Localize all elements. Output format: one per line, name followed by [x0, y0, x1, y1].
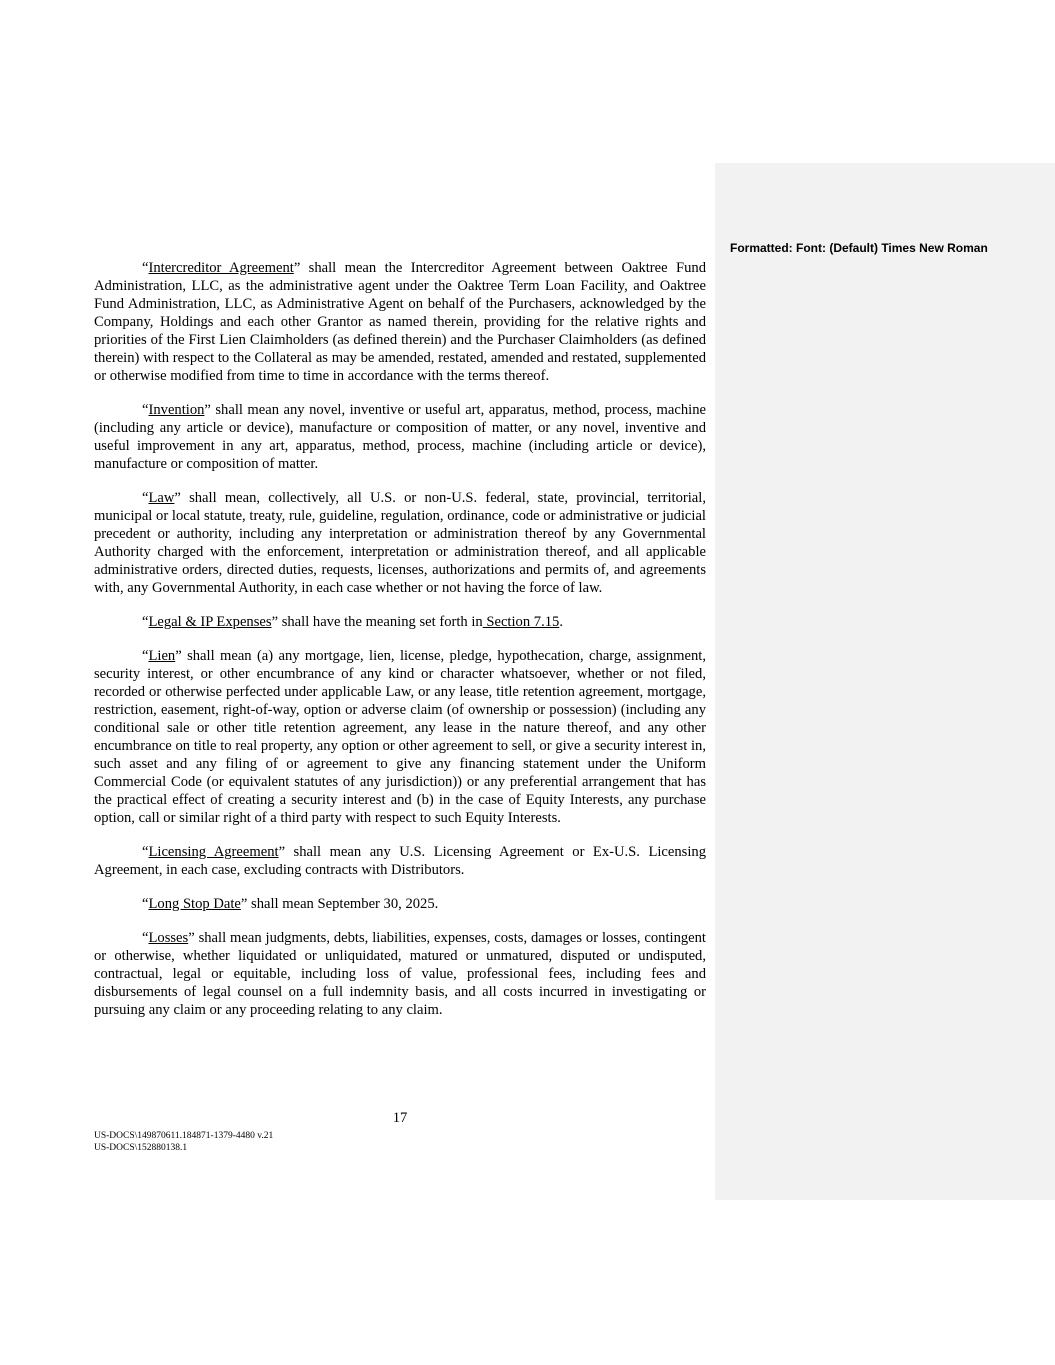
document-id-secondary: US-DOCS\152880138.1: [94, 1143, 188, 1153]
document-id-primary: US-DOCS\149870611.184871-1379-4480 v.21: [94, 1131, 274, 1141]
defined-term: Legal & IP Expenses: [148, 614, 272, 630]
definition-invention: [94, 401, 706, 473]
defined-term: Intercreditor Agreement: [148, 260, 294, 276]
open-quote: “: [142, 896, 149, 912]
definition-licensing-agreement: [94, 843, 706, 879]
definition-law: [94, 489, 706, 597]
definition-long-stop-date: [94, 895, 706, 913]
footer-document-ids: [94, 1130, 273, 1154]
definition-text: ” shall have the meaning set forth in: [271, 614, 483, 630]
definition-text: ” shall mean the Intercreditor Agreement between Oaktree Fund Administration, LLC, as the administrative agent under the Oaktree Term Loan Facility, and Oaktree Fund Administration, LLC, as Administrative Agent on behalf of the Purchasers, acknowledged by the Company, Holdings and each other Grantor as named therein, providing for the relative rights and priorities of the First Lien Claimholders (as defined therein) and the Purchaser Claimholders (as defined therein) with respect to the Collateral as may be amended, restated, amended and restated, supplemented or otherwise modified from time to time in accordance with the terms thereof.: [94, 260, 706, 384]
open-quote: “: [142, 930, 149, 946]
open-quote: “: [142, 490, 149, 506]
definition-intercreditor-agreement: [94, 259, 706, 385]
definition-lien: [94, 647, 706, 827]
definition-text: ” shall mean (a) any mortgage, lien, license, pledge, hypothecation, charge, assignment, security interest, or other encumbrance of any kind or character whatsoever, whether or not filed, recorded or otherwise perfected under applicable Law, or any lease, title retention agreement, mortgage, restriction, easement, right-of-way, option or adverse claim (of ownership or possession) (including any conditional sale or other title retention agreement, any lease in the nature thereof, and any other encumbrance on title to real property, any option or other agreement to sell, or give a security interest in, such asset and any filing of or agreement to give any financing statement under the Uniform Commercial Code (or equivalent statutes of any jurisdiction)) or any preferential arrangement that has the practical effect of creating a security interest and (b) in the case of Equity Interests, any purchase option, call or similar right of a third party with respect to such Equity Interests.: [94, 648, 706, 826]
definition-text: ” shall mean any U.S. Licensing Agreement or Ex-U.S. Licensing Agreement, in each case, excluding contracts with Distributors.: [94, 844, 706, 878]
open-quote: “: [142, 844, 149, 860]
defined-term: Lien: [148, 648, 176, 664]
definition-losses: [94, 929, 706, 1019]
defined-term: Long Stop Date: [148, 896, 241, 912]
formatting-comment[interactable]: Formatted: Font: (Default) Times New Roman: [730, 241, 988, 255]
definition-text: ” shall mean judgments, debts, liabilities, expenses, costs, damages or losses, contingent or otherwise, whether liquidated or unliquidated, matured or unmatured, disputed or undisputed, contractual, legal or equitable, including loss of value, professional fees, including fees and disbursements of legal counsel on a full indemnity basis, and all costs incurred in investigating or pursuing any claim or any proceeding relating to any claim.: [94, 930, 706, 1018]
open-quote: “: [142, 260, 149, 276]
document-body: [94, 259, 706, 1035]
definition-text: ” shall mean any novel, inventive or useful art, apparatus, method, process, machine (including any article or device), manufacture or composition of matter, or any novel, inventive and useful improvement in any art, apparatus, method, process, machine (including article or device), manufacture or composition of matter.: [94, 402, 706, 472]
definition-tail: .: [559, 614, 563, 630]
open-quote: “: [142, 402, 149, 418]
defined-term: Invention: [148, 402, 205, 418]
comment-pane: [715, 163, 1055, 1200]
definition-legal-ip-expenses: [94, 613, 706, 631]
definition-text: ” shall mean September 30, 2025.: [240, 896, 439, 912]
page-number: 17: [392, 1110, 408, 1126]
open-quote: “: [142, 614, 149, 630]
section-reference-link[interactable]: Section 7.15: [482, 614, 560, 630]
open-quote: “: [142, 648, 149, 664]
defined-term: Law: [148, 490, 175, 506]
definition-text: ” shall mean, collectively, all U.S. or non-U.S. federal, state, provincial, territorial, municipal or local statute, treaty, rule, guideline, regulation, ordinance, code or administrative or judicial precedent or authority, including any interpretation or administration thereof by any Governmental Authority charged with the enforcement, interpretation or administration thereof, and all applicable administrative orders, directed duties, requests, licenses, authorizations and permits of, and agreements with, any Governmental Authority, in each case whether or not having the force of law.: [94, 490, 706, 596]
defined-term: Licensing Agreement: [148, 844, 279, 860]
defined-term: Losses: [148, 930, 189, 946]
